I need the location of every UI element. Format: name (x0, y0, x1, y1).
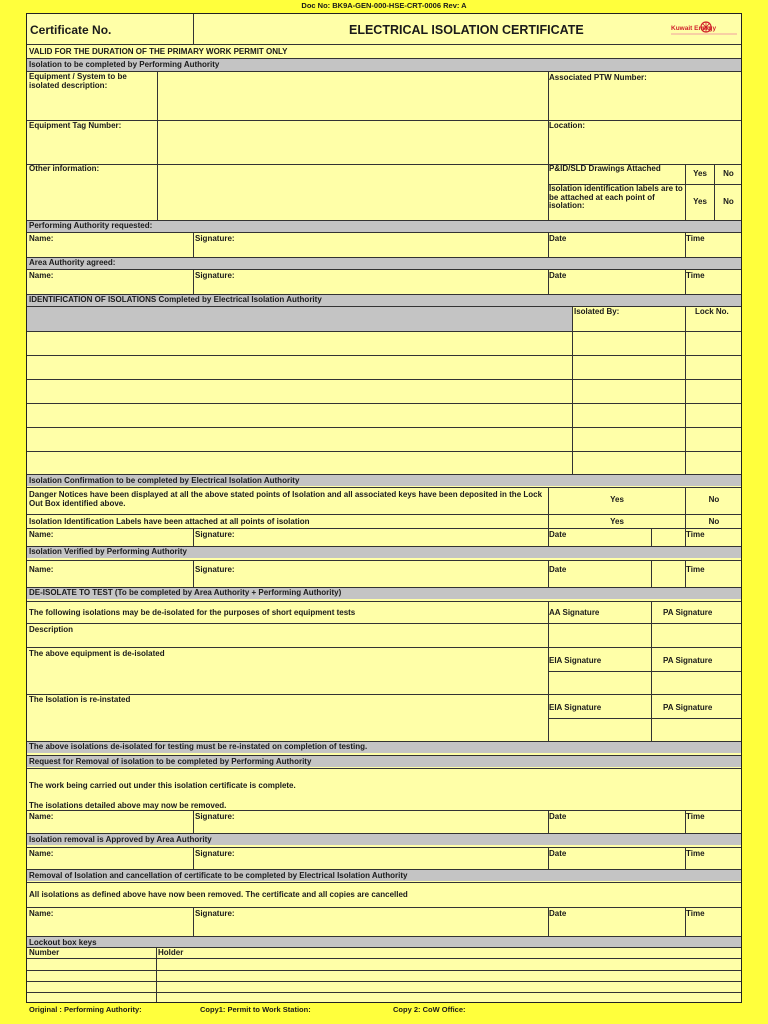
approved-name-label: Name: (29, 849, 54, 858)
labels-yes[interactable]: Yes (693, 197, 707, 206)
approved-signature-label: Signature: (195, 849, 235, 858)
eia-signature-label-2: EIA Signature (549, 703, 602, 712)
section-aa-agreed: Area Authority agreed: (29, 258, 116, 267)
cancellation-signature-label: Signature: (195, 909, 235, 918)
verified-date-label: Date (549, 565, 567, 574)
all-removed-text: All isolations as defined above have now been removed. The certificate and all copies are cancelled (29, 890, 408, 899)
pa-requested-signature-label: Signature: (195, 234, 235, 243)
work-complete-text: The work being carried out under this isolation certificate is complete. (29, 781, 296, 790)
lockout-number-header: Number (29, 948, 60, 957)
pa-requested-name-label: Name: (29, 234, 54, 243)
following-isolations-text: The following isolations may be de-isolated for the purposes of short equipment tests (29, 608, 356, 617)
danger-notices-no[interactable]: No (708, 495, 720, 504)
ptw-number-field[interactable] (549, 84, 742, 119)
confirmation-time-label: Time (686, 530, 705, 539)
approved-date-label: Date (549, 849, 567, 858)
labels-attached-label: Isolation identification labels are to be attached at each point of isolation: (549, 184, 683, 210)
certificate-number-label: Certificate No. (30, 23, 112, 37)
section-pa-requested: Performing Authority requested: (29, 221, 153, 230)
pa-signature-label-1: PA Signature (663, 608, 713, 617)
section-lockout: Lockout box keys (29, 938, 97, 947)
danger-notices-text: Danger Notices have been displayed at all the above stated points of Isolation and all associated keys have been deposited in the Lock Out Box identified above. (29, 490, 543, 508)
description-label: Description (29, 625, 74, 634)
location-label: Location: (549, 121, 585, 130)
reinstated-text: The Isolation is re-instated (29, 695, 131, 704)
validity-note: VALID FOR THE DURATION OF THE PRIMARY WORK PERMIT ONLY (29, 47, 288, 56)
footer-copy2: Copy 2: CoW Office: (393, 1005, 466, 1014)
removal-time-label: Time (686, 812, 705, 821)
danger-notices-yes[interactable]: Yes (610, 495, 624, 504)
pid-no[interactable]: No (723, 169, 734, 178)
deisolated-text: The above equipment is de-isolated (29, 649, 165, 658)
band-identification-header (27, 307, 572, 331)
section-cancellation: Removal of Isolation and cancellation of certificate to be completed by Electrical Isolation Authority (29, 871, 408, 880)
may-remove-text: The isolations detailed above may now be removed. (29, 801, 227, 810)
cancellation-time-label: Time (686, 909, 705, 918)
section-removal-request: Request for Removal of isolation to be completed by Performing Authority (29, 757, 312, 766)
aa-agreed-signature-label: Signature: (195, 271, 235, 280)
location-field[interactable] (549, 132, 742, 163)
pa-requested-time-label: Time (686, 234, 705, 243)
section-identification: IDENTIFICATION OF ISOLATIONS Completed by Electrical Isolation Authority (29, 295, 322, 304)
lockout-holder-header: Holder (158, 948, 184, 957)
section-confirmation: Isolation Confirmation to be completed by Electrical Isolation Authority (29, 476, 300, 485)
lock-no-header: Lock No. (695, 307, 729, 316)
confirmation-name-label: Name: (29, 530, 54, 539)
aa-signature-label-1: AA Signature (549, 608, 600, 617)
section-isolation-pa: Isolation to be completed by Performing Authority (29, 60, 220, 69)
equipment-description-label: Equipment / System to be isolated description: (29, 72, 127, 90)
reinstated-note: The above isolations de-isolated for testing must be re-instated on completion of testing. (29, 742, 368, 751)
verified-time-label: Time (686, 565, 705, 574)
company-logo (669, 18, 739, 40)
logo-text: Kuwait Energy (671, 25, 717, 32)
cancellation-date-label: Date (549, 909, 567, 918)
description-field[interactable] (27, 634, 547, 646)
confirmation-signature-label: Signature: (195, 530, 235, 539)
tag-number-label: Equipment Tag Number: (29, 121, 122, 130)
aa-agreed-time-label: Time (686, 271, 705, 280)
removal-date-label: Date (549, 812, 567, 821)
cancellation-name-label: Name: (29, 909, 54, 918)
pid-yes[interactable]: Yes (693, 169, 707, 178)
certificate-title: ELECTRICAL ISOLATION CERTIFICATE (349, 23, 584, 37)
ptw-number-label: Associated PTW Number: (549, 73, 647, 82)
pa-requested-date-label: Date (549, 234, 567, 243)
footer-copy1: Copy1: Permit to Work Station: (200, 1005, 311, 1014)
confirmation-date-label: Date (549, 530, 567, 539)
section-deisolate: DE-ISOLATE TO TEST (To be completed by Area Authority + Performing Authority) (29, 588, 342, 597)
document-number: Doc No: BK9A-GEN-000-HSE-CRT-0006 Rev: A (301, 1, 467, 10)
removal-name-label: Name: (29, 812, 54, 821)
verified-name-label: Name: (29, 565, 54, 574)
certificate-form (26, 13, 742, 1003)
equipment-description-field[interactable] (158, 72, 547, 119)
other-information-field[interactable] (158, 165, 547, 219)
tag-number-field[interactable] (158, 121, 547, 163)
section-removal-approved: Isolation removal is Approved by Area Authority (29, 835, 212, 844)
footer-original: Original : Performing Authority: (29, 1005, 142, 1014)
labels-confirm-yes[interactable]: Yes (610, 517, 624, 526)
isolated-by-header: Isolated By: (574, 307, 620, 316)
band-aa-agreed (27, 257, 742, 269)
lockout-table[interactable] (27, 959, 742, 1003)
aa-agreed-date-label: Date (549, 271, 567, 280)
pa-signature-label-2: PA Signature (663, 656, 713, 665)
pa-signature-label-3: PA Signature (663, 703, 713, 712)
eia-signature-label-1: EIA Signature (549, 656, 602, 665)
labels-confirm-text: Isolation Identification Labels have been attached at all points of isolation (29, 517, 310, 526)
section-verified-pa: Isolation Verified by Performing Authority (29, 547, 187, 556)
approved-time-label: Time (686, 849, 705, 858)
isolation-table[interactable] (27, 332, 742, 473)
pid-drawings-label: P&ID/SLD Drawings Attached (549, 164, 661, 173)
other-information-label: Other information: (29, 164, 100, 173)
aa-agreed-name-label: Name: (29, 271, 54, 280)
removal-signature-label: Signature: (195, 812, 235, 821)
verified-signature-label: Signature: (195, 565, 235, 574)
labels-confirm-no[interactable]: No (708, 517, 720, 526)
labels-no[interactable]: No (723, 197, 734, 206)
